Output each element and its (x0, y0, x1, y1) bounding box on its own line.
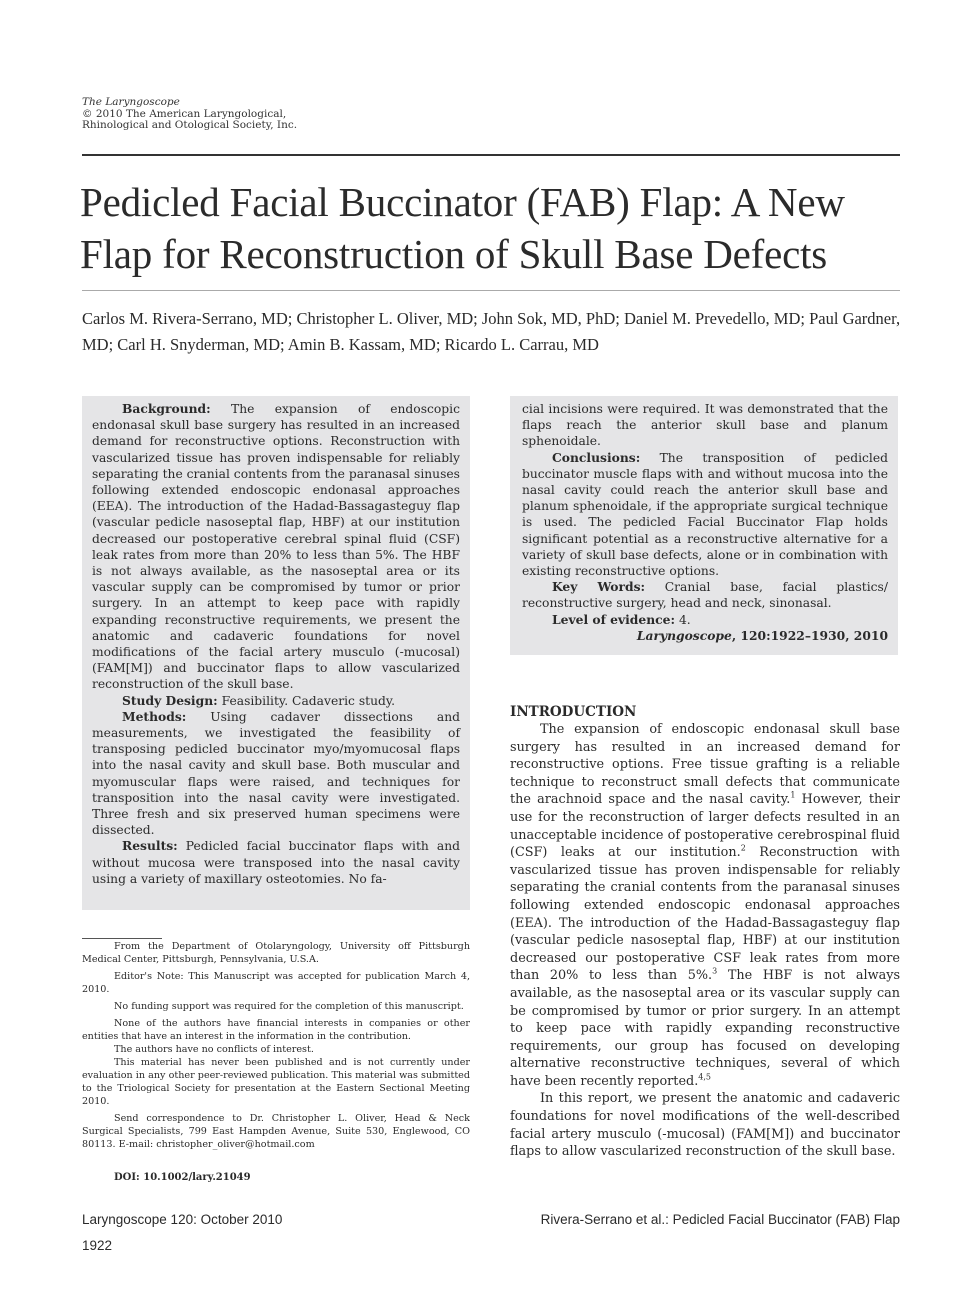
page-number: 1922 (82, 1238, 113, 1253)
evidence-label: Level of evidence: (552, 611, 676, 627)
reference-3[interactable]: 3 (712, 967, 718, 977)
reference-2[interactable]: 2 (740, 843, 746, 853)
study-design-label: Study Design: (122, 692, 218, 708)
abstract-results: Results: Pedicled facial buccinator flaps with and without mucosa were transposed into the nasal cavity using a variety of maxillary osteotomies. No fa- (92, 838, 460, 886)
methods-label: Methods: (122, 708, 187, 724)
author-list: Carlos M. Rivera-Serrano, MD; Christopher L. Oliver, MD; John Sok, MD, PhD; Daniel M. Prevedello, MD; Paul Gardner, MD; Carl H. Snyderman, MD; Amin B. Kassam, MD; Ricardo L. Carrau, MD (82, 309, 901, 354)
citation-journal: Laryngoscope (636, 627, 732, 643)
title-rule-divider (82, 290, 900, 291)
introduction-paragraph-1: The expansion of endoscopic endonasal skull base surgery has resulted in an increased demand for reconstructive options. Free tissue grafting is a reliable technique to reconstruct small defects that communicate the arachnoid space and the nasal cavity.$^1$ However, their use for the reconstruction of larger defects resulted in an unacceptable incidence of postoperative cerebrospinal fluid (CSF) leaks at our institution.$^2$ Reconstruction with vascularized tissue has proven indispensable for reliably separating the cranial contents from the paranasal sinuses following extended endoscopic endonasal approaches (EEA). The introduction of the Hadad-Bassagasteguy flap (vascular pedicle nasoseptal flap, HBF) at our institution decreased our postoperative CSF leak rates from more than 20% to less than 5%.$^3$ The HBF is not always available, as the nasoseptal area or its vascular supply can be compromised by tumor or prior surgery. In an attempt to keep pace with rapidly expanding reconstructive requirements, our group has focused on developing alternative reconstructive techniques, several of which have been recently reported.$^{4,5}$ (510, 722, 901, 1089)
footnote-conflicts: The authors have no conflicts of interest. (114, 1044, 314, 1055)
abstract-keywords: Key Words: Cranial base, facial plastics/ reconstructive surgery, head and neck, sinonasal. (522, 579, 888, 611)
results-label: Results: (122, 838, 178, 854)
copyright-line-1: © 2010 The American Laryngological, (82, 107, 287, 120)
article-title: Pedicled Facial Buccinator (FAB) Flap: A New Flap for Reconstruction of Skull Base Defects (80, 179, 845, 277)
abstract-methods: Methods: Using cadaver dissections and measurements, we investigated the feasibility of transposing pedicled buccinator myo/myomucosal flaps into the nasal cavity and skull base. Both muscular and myomuscular flaps were raised, and techniques for transposition into the nasal cavity were investigated. Three fresh and six preserved human specimens were dissected. (92, 708, 460, 838)
keywords-label: Key Words: (552, 579, 646, 595)
journal-name: The Laryngoscope (82, 96, 180, 108)
footnote-editors-note: Editor's Note: This Manuscript was accepted for publication March 4, 2010. (82, 971, 470, 995)
copyright-line-2: Rhinological and Otological Society, Inc. (82, 119, 298, 131)
background-label: Background: (122, 401, 211, 416)
footnote-publication: This material has never been published and is not currently under evaluation in any other peer-reviewed publication. This material was submitted to the Triological Society for presentation at the Eastern Sectional Meeting 2010. (82, 1057, 470, 1107)
footnote-funding: No funding support was required for the completion of this manuscript. (114, 1001, 464, 1012)
journal-masthead (82, 97, 297, 132)
footnote-affiliation: From the Department of Otolaryngology, University off Pittsburgh Medical Center, Pittsburgh, Pennsylvania, U.S.A. (82, 941, 470, 965)
abstract-citation: Laryngoscope, 120:1922–1930, 2010 (636, 627, 888, 643)
reference-1[interactable]: 1 (790, 791, 796, 801)
footnote-financial: None of the authors have financial interests in companies or other entities that have an interest in the information in the contribution. (82, 1018, 470, 1042)
top-rule-divider (82, 154, 900, 156)
abstract-study-design: Study Design: Feasibility. Cadaveric study. (122, 692, 396, 708)
introduction-heading: INTRODUCTION (510, 704, 637, 720)
abstract-background: Background: The expansion of endoscopic endonasal skull base surgery has resulted in an increased demand for reconstructive options. Reconstruction with vascularized tissue has proven indispensable for reliably separating the cranial contents from the paranasal sinuses following extended endoscopic endonasal approaches (EEA). The introduction of the Hadad-Bassagasteguy flap (vascular pedicle nasoseptal flap, HBF) at our institution decreased our postoperative cerebral spinal fluid (CSF) leak rates from more than 20% to less than 5%. The HBF is not always available, as the nasoseptal area or its vascular supply can be compromised by tumor or prior surgery. In an attempt to keep pace with rapidly expanding reconstructive requirements, we present the anatomic and cadaveric foundations for novel modifications of the facial artery musculo (-mucosal) (FAM[M]) and buccinator flaps to allow vascularized reconstruction of the skull base. (92, 401, 460, 692)
introduction-section (510, 703, 900, 1161)
conclusions-label: Conclusions: (552, 449, 641, 465)
abstract-box-right (510, 396, 898, 655)
reference-4-5[interactable]: 4,5 (698, 1072, 712, 1082)
introduction-paragraph-2: In this report, we present the anatomic and cadaveric foundations for novel modifications of the well-described facial artery musculo (-mucosal) (FAM[M]) and buccinator flaps to allow vascularized reconstruction of the skull base. (510, 1091, 900, 1160)
abstract-results-continued: cial incisions were required. It was demonstrated that the flaps reach the anterior skull base and planum sphenoidale. (522, 402, 888, 449)
footnote-correspondence: Send correspondence to Dr. Christopher L. Oliver, Head & Neck Surgical Specialists, 799 East Hampden Avenue, Suite 530, Englewood, CO 80113. E-mail: christopher_oliver@hotmail.com (82, 1113, 470, 1150)
footer-running-title: Rivera-Serrano et al.: Pedicled Facial Buccinator (FAB) Flap (540, 1212, 900, 1227)
doi-link[interactable]: DOI: 10.1002/lary.21049 (114, 1172, 251, 1183)
abstract-evidence-level: Level of evidence: 4. (552, 611, 691, 627)
footnotes (82, 940, 470, 1155)
abstract-box-left (82, 396, 470, 910)
abstract-conclusions: Conclusions: The transposition of pedicled buccinator muscle flaps with and without mucosa into the nasal cavity could reach the anterior skull base and planum sphenoidale, if the appropriate surgical technique is used. The pedicled Facial Buccinator Flap holds significant potential as a reconstructive alternative for a variety of skull base defects, alone or in combination with existing reconstructive options. (522, 449, 888, 579)
footnote-rule (82, 938, 162, 939)
footer-journal-issue: Laryngoscope 120: October 2010 (82, 1212, 283, 1227)
